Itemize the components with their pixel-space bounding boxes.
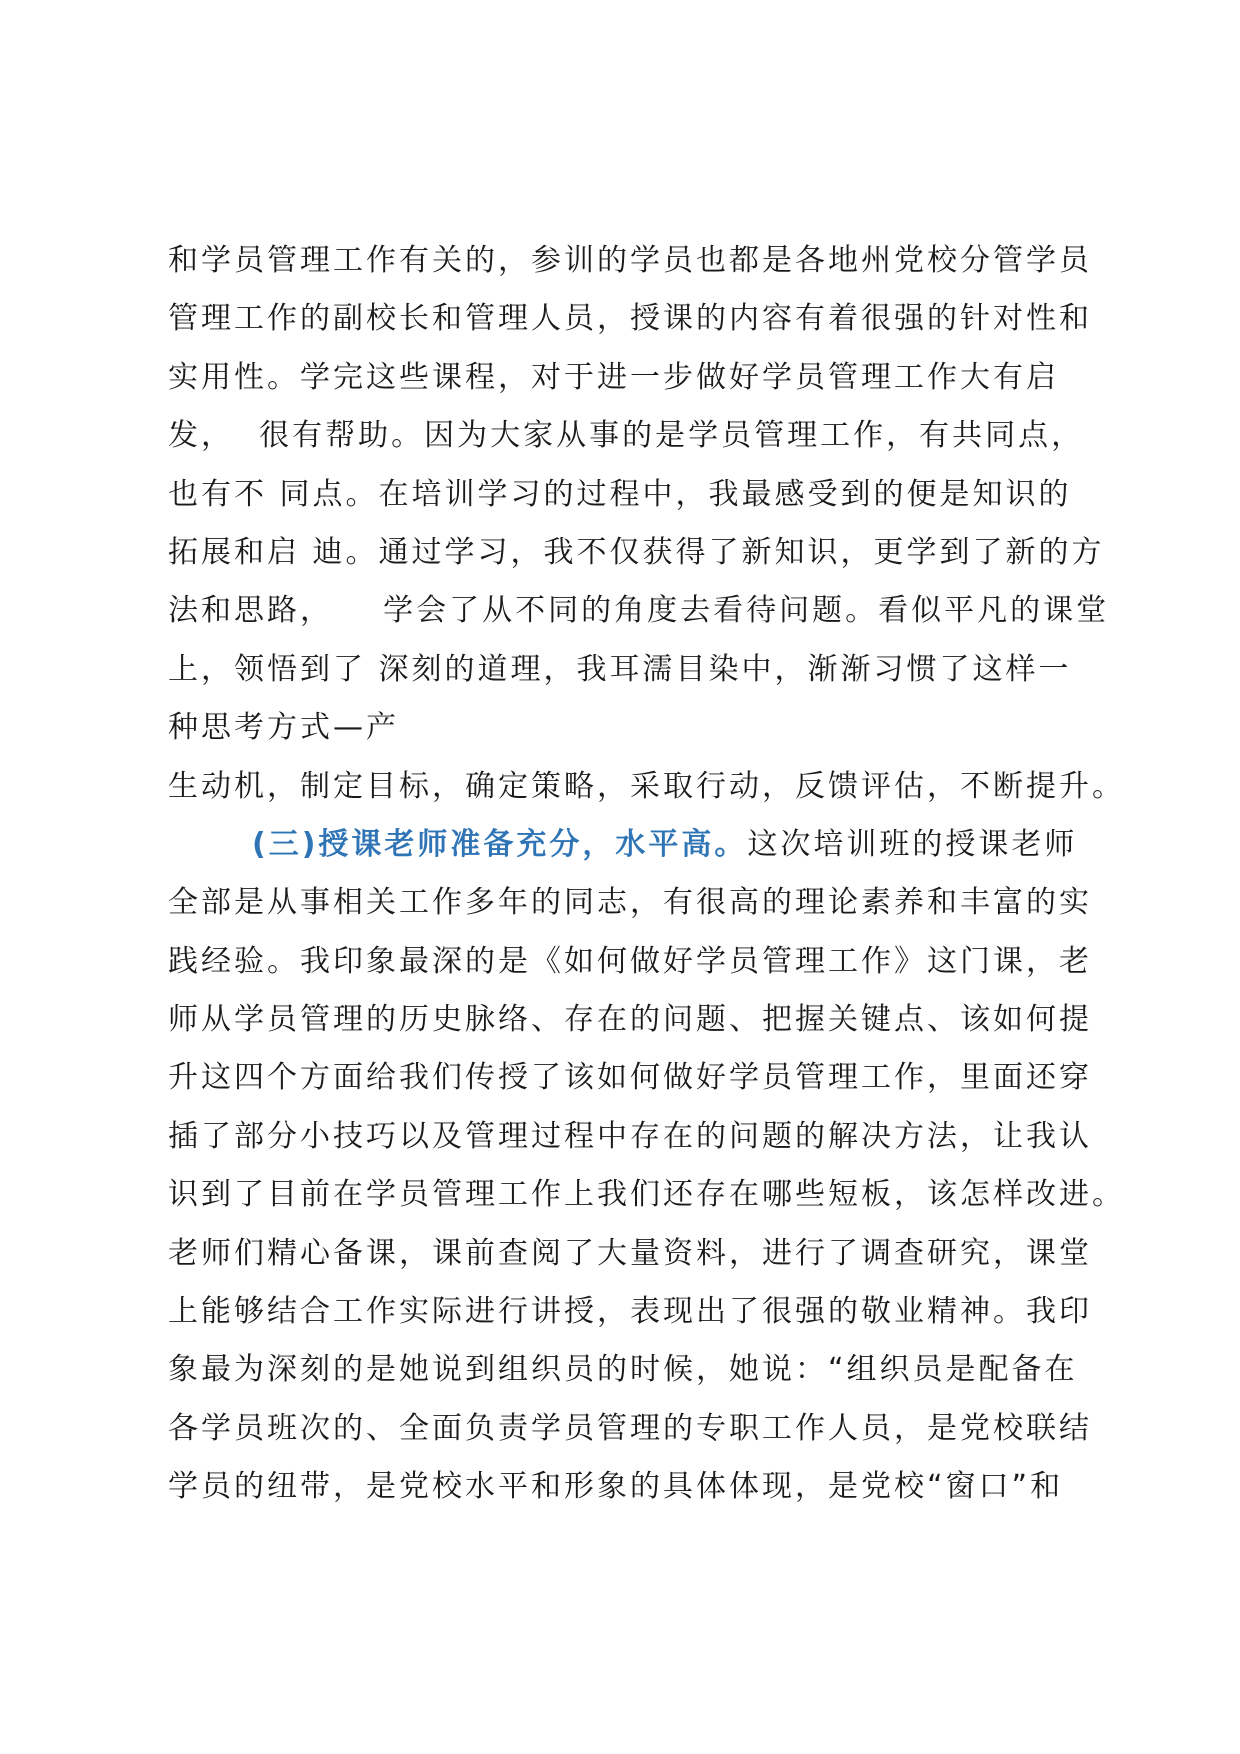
text-line: 法和思路， 学会了从不同的角度去看待问题。看似平凡的课堂 xyxy=(168,593,1110,629)
text-line: 种思考方式—产 xyxy=(168,710,399,746)
text-line: 升这四个方面给我们传授了该如何做好学员管理工作，里面还穿 xyxy=(168,1060,1092,1096)
text-line: 和学员管理工作有关的，参训的学员也都是各地州党校分管学员 xyxy=(168,243,1092,278)
paragraph-1 xyxy=(168,232,1125,816)
text-line: 各学员班次的、全面负责学员管理的专职工作人员，是党校联结 xyxy=(168,1410,1092,1446)
text-line: 践经验。我印象最深的是《如何做好学员管理工作》这门课，老 xyxy=(168,943,1092,979)
text-line: 发， 很有帮助。因为大家从事的是学员管理工作，有共同点， xyxy=(168,418,1085,454)
text-line: 插了部分小技巧以及管理过程中存在的问题的解决方法，让我认 xyxy=(168,1118,1092,1154)
text-line: 生动机，制定目标，确定策略，采取行动，反馈评估，不断提升。 xyxy=(168,768,1125,804)
heading-line-continuation: 这次培训班的授课老师 xyxy=(747,826,1078,862)
text-line: 也有不 同点。在培训学习的过程中，我最感受到的便是知识的 xyxy=(168,476,1072,512)
text-line: 师从学员管理的历史脉络、存在的问题、把握关键点、该如何提 xyxy=(168,1002,1092,1038)
text-line: 上能够结合工作实际进行讲授，表现出了很强的敬业精神。我印 xyxy=(168,1294,1092,1330)
text-line: 全部是从事相关工作多年的同志，有很高的理论素养和丰富的实 xyxy=(168,885,1092,921)
text-line-first xyxy=(168,816,1108,874)
text-line: 实用性。学完这些课程，对于进一步做好学员管理工作大有启 xyxy=(168,359,1059,395)
text-line: 识到了目前在学员管理工作上我们还存在哪些短板，该怎样改进。 xyxy=(168,1177,1125,1213)
text-line: 老师们精心备课，课前查阅了大量资料，进行了调查研究，课堂 xyxy=(168,1235,1092,1271)
text-line: 管理工作的副校长和管理人员，授课的内容有着很强的针对性和 xyxy=(168,301,1092,337)
text-line: 上，领悟到了 深刻的道理，我耳濡目染中，渐渐习惯了这样一 xyxy=(168,651,1072,687)
body-text xyxy=(168,232,1125,1517)
text-line: 学员的纽带，是党校水平和形象的具体体现，是党校“窗口”和 xyxy=(168,1469,1064,1505)
text-line: 象最为深刻的是她说到组织员的时候，她说：“组织员是配备在 xyxy=(168,1352,1078,1388)
paragraph-2 xyxy=(168,816,1125,1517)
text-line: 拓展和启 迪。通过学习，我不仅获得了新知识，更学到了新的方 xyxy=(168,534,1105,570)
section-heading: (三)授课老师准备充分，水平高。 xyxy=(252,826,748,862)
